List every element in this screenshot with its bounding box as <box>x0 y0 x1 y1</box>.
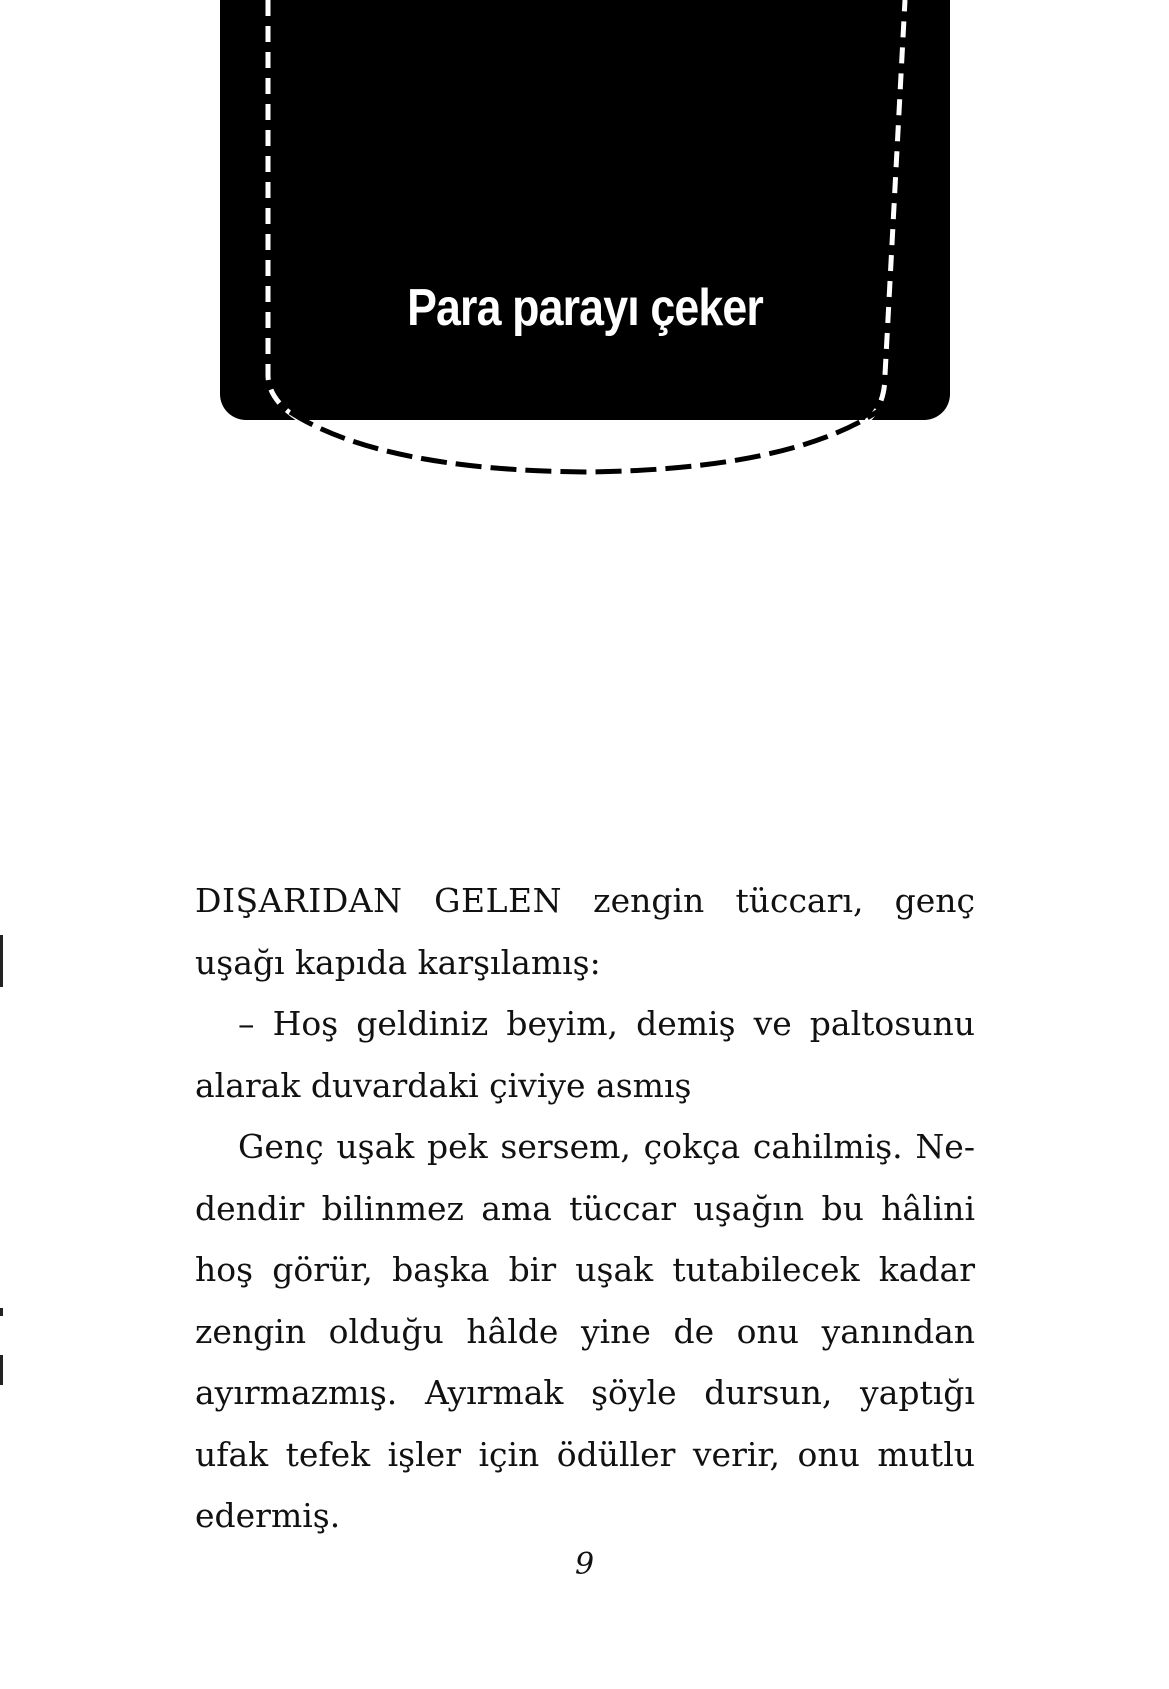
opening-small-caps: DIŞARIDAN GELEN <box>195 881 562 920</box>
page-edge-mark <box>0 1308 3 1316</box>
paragraph-narration: Genç uşak pek sersem, çokça cahilmiş. Nedendir bilinmez ama tüccar uşağın bu hâlini hoş görür, başka bir uşak tutabilecek kadar zengin olduğu hâlde yine de onu yanından ayırmazmış. Ayırmak şöyle dursun, yaptığı ufak tefek işler için ödüller verir, onu mutlu edermiş. <box>195 1127 975 1535</box>
chapter-title: Para parayı çeker <box>407 279 763 337</box>
page-number: 9 <box>574 1547 595 1582</box>
paragraph-dialogue: – Hoş geldiniz beyim, demiş ve paltosunu alarak duvardaki çiviye asmış <box>195 1004 975 1105</box>
opening-text: zengin tüccarı, genç uşağı kapıda karşılamış: <box>195 881 975 982</box>
page-edge-mark <box>0 1355 3 1385</box>
story-body <box>195 870 975 1547</box>
paragraph-opening <box>195 870 975 993</box>
chapter-header-banner <box>220 0 950 420</box>
page-edge-mark <box>0 935 3 987</box>
